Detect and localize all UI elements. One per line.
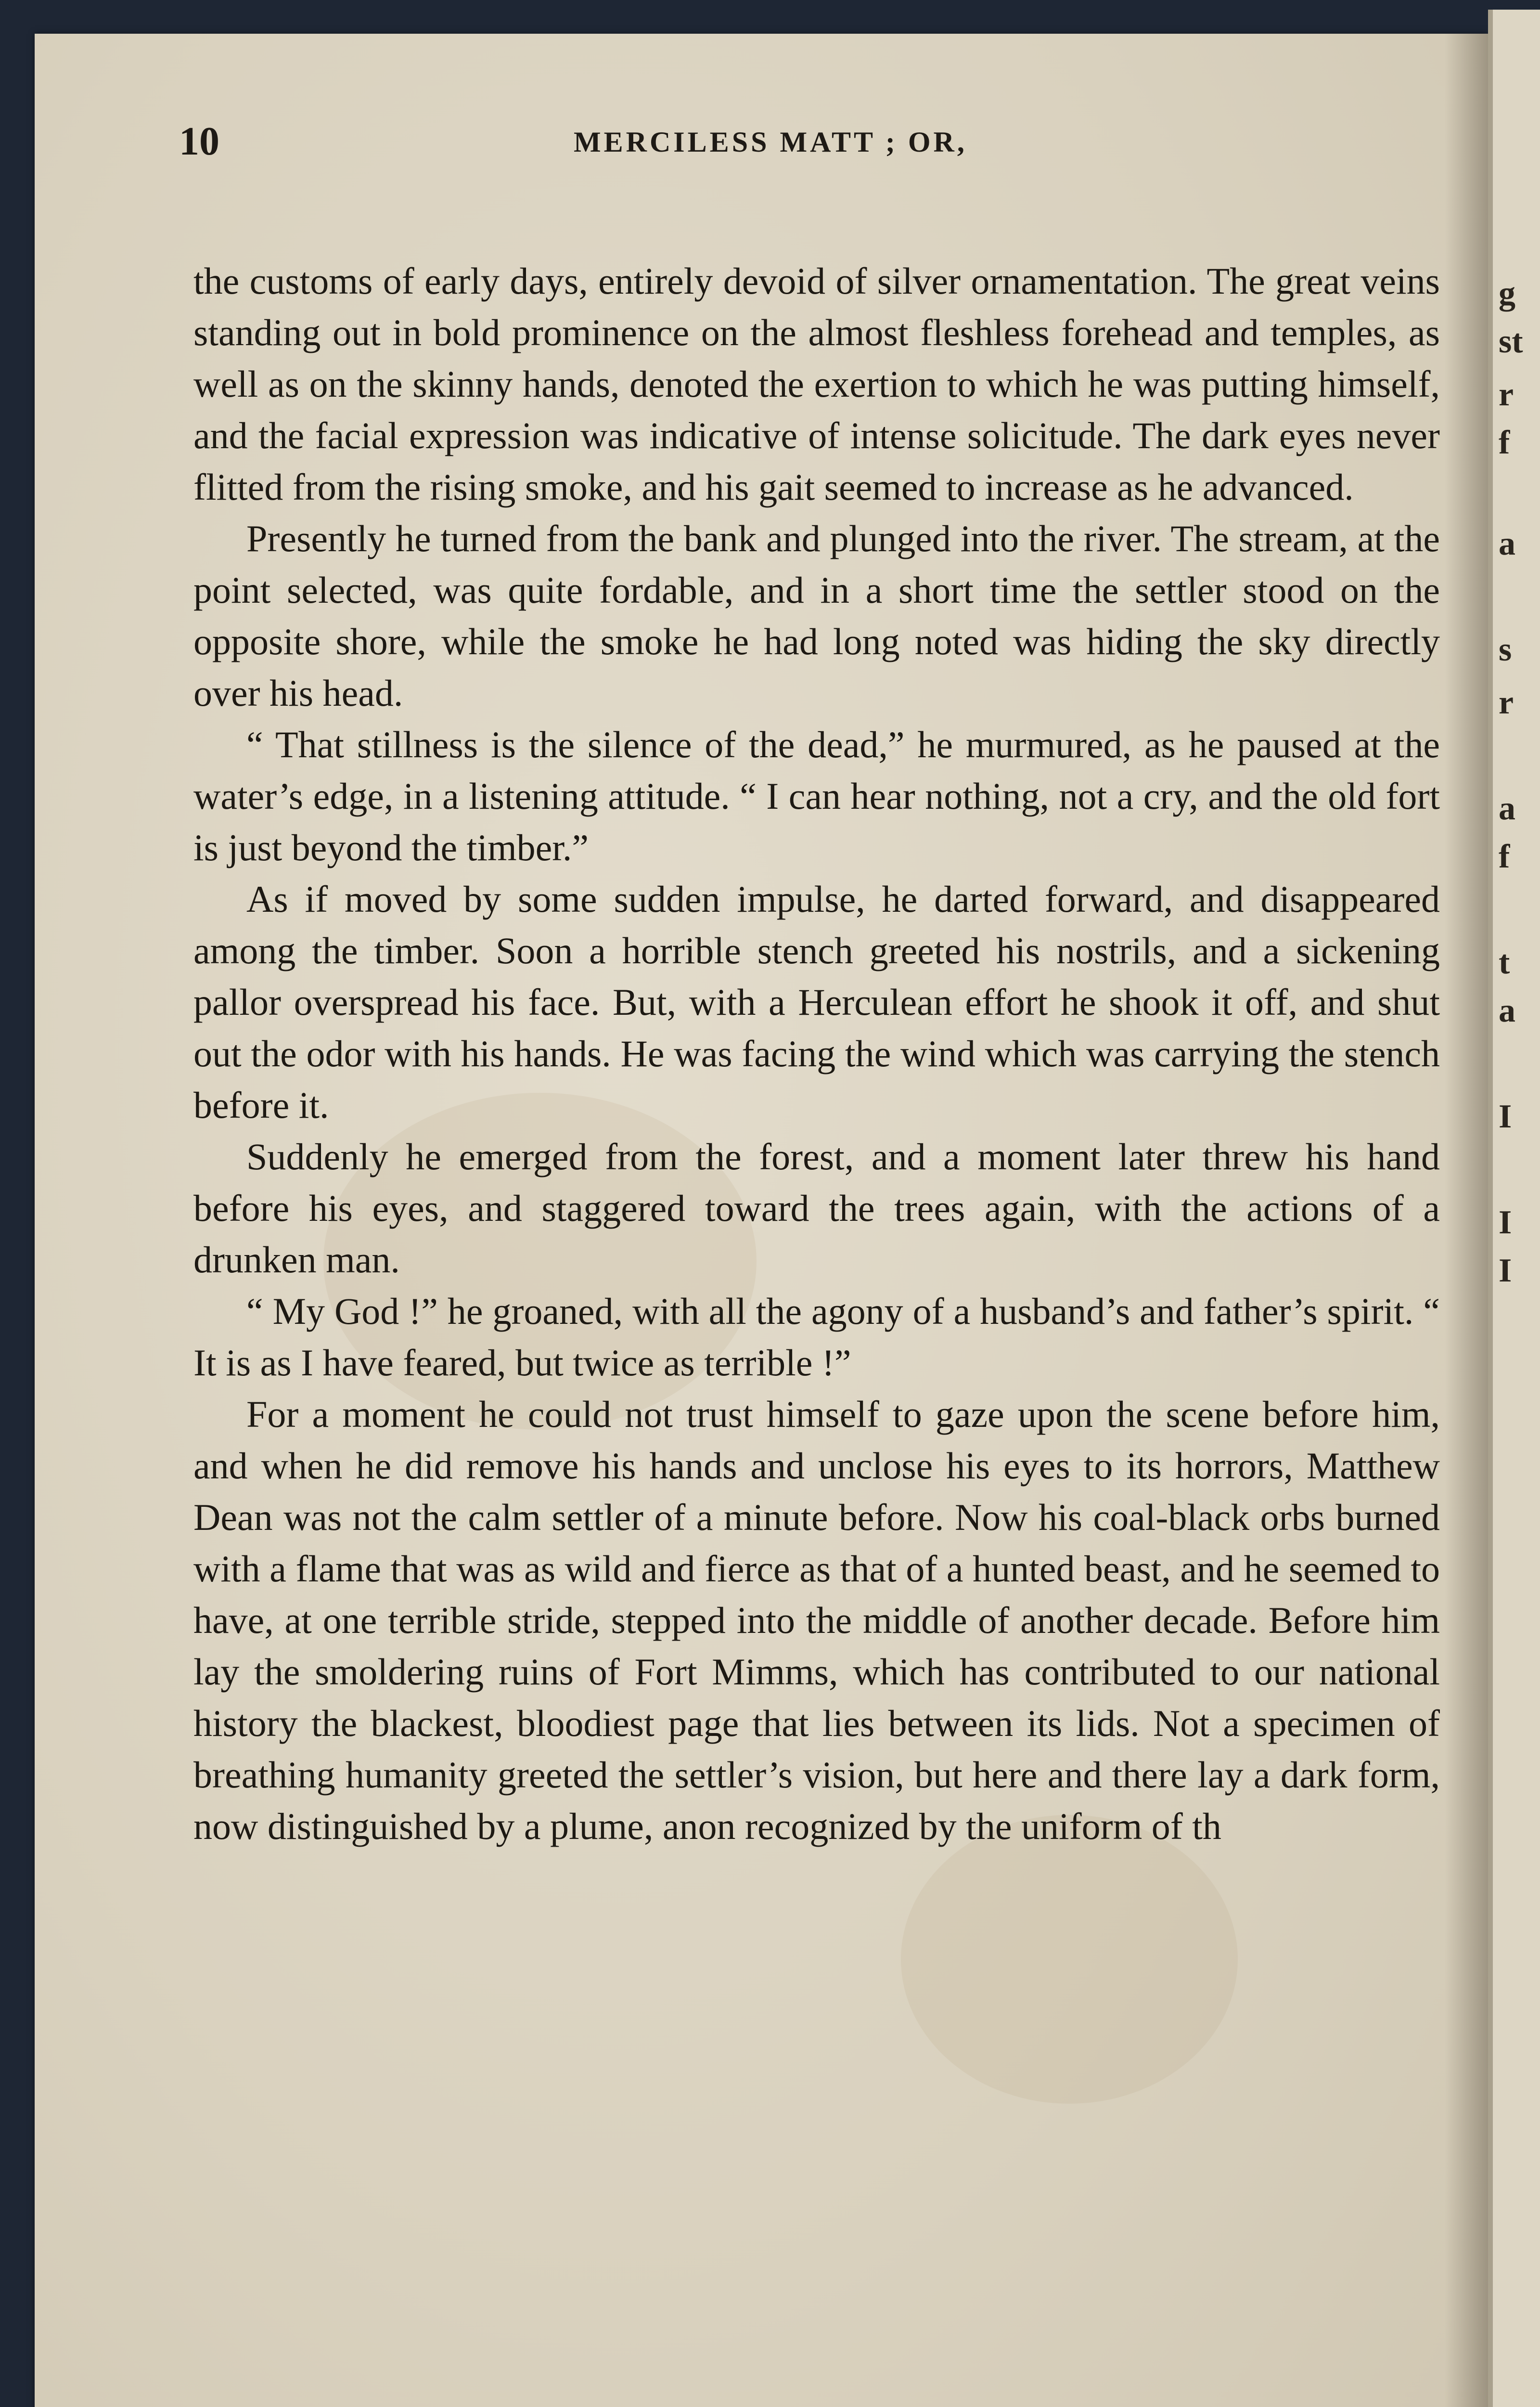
spine-shadow	[1445, 34, 1488, 2407]
right-page-letters	[1496, 10, 1540, 2407]
paragraph: the customs of early days, entirely devoid of silver ornamentation. The great veins standing out in bold prominence on the almost fleshless forehead and temples, as well as on the skinny hands, denoted the exertion to which he was putting himself, and the facial expression was indicative of intense solicitude. The dark eyes never flitted from the rising smoke, and his gait seemed to increase as he advanced.	[193, 260, 1440, 508]
right-page-letter: s	[1499, 631, 1512, 668]
right-page-letter: t	[1499, 944, 1510, 981]
paragraph: Presently he turned from the bank and plunged into the river. The stream, at the point selected, was quite fordable, and in a short time the settler stood on the opposite shore, while the smoke he had long noted was hiding the sky directly over his head.	[193, 518, 1440, 714]
right-page-letter: I	[1499, 1204, 1512, 1241]
page-number: 10	[179, 119, 219, 164]
paragraph: “ That stillness is the silence of the dead,” he murmured, as he paused at the water’s edge, in a listening attitude. “ I can hear nothing, not a cry, and the old fort is just beyond the timber.”	[193, 724, 1440, 868]
paper-stain	[901, 1815, 1238, 2104]
paragraph: Suddenly he emerged from the forest, and a moment later threw his hand before his eyes, and staggered toward the trees again, with the actions of a drunken man.	[193, 1136, 1440, 1281]
paragraph: For a moment he could not trust himself to gaze upon the scene before him, and when he did remove his hands and unclose his eyes to its horrors, Matthew Dean was not the calm settler of a minute before. Now his coal-black orbs burned with a flame that was as wild and fierce as that of a hunted beast, and he seemed to have, at one terrible stride, stepped into the middle of another decade. Before him lay the smoldering ruins of Fort Mimms, which has contributed to our national history the blackest, bloodiest page that lies between its lids. Not a specimen of breathing humanity greeted the settler’s vision, but here and there lay a dark form, now distinguished by a plume, anon recognized by the uniform of th	[193, 1393, 1440, 1847]
left-book-page	[35, 34, 1488, 2407]
right-page-letter: g	[1499, 275, 1515, 312]
right-page-letter: f	[1499, 424, 1510, 461]
right-page-letter: r	[1499, 684, 1514, 721]
right-page-letter: a	[1499, 790, 1515, 827]
right-page-letter: f	[1499, 838, 1510, 875]
body-text	[193, 255, 1440, 1852]
right-page-letter: st	[1499, 323, 1523, 360]
right-page-letter: a	[1499, 992, 1515, 1029]
paragraph: “ My God !” he groaned, with all the agony of a husband’s and father’s spirit. “ It is as I have feared, but twice as terrible !”	[193, 1290, 1440, 1384]
right-page-letter: r	[1499, 376, 1514, 413]
paragraph: As if moved by some sudden impulse, he darted forward, and disappeared among the timber. Soon a horrible stench greeted his nostrils, and a sickening pallor overspread his face. But, with a Herculean effort he shook it off, and shut out the odor with his hands. He was facing the wind which was carrying the stench before it.	[193, 878, 1440, 1126]
running-head: MERCILESS MATT ; OR,	[574, 126, 967, 158]
right-page-letter: I	[1499, 1252, 1512, 1289]
right-book-page-edge	[1488, 10, 1540, 2407]
page-header	[35, 118, 1488, 171]
right-page-letter: I	[1499, 1098, 1512, 1135]
right-page-letter: a	[1499, 525, 1515, 562]
